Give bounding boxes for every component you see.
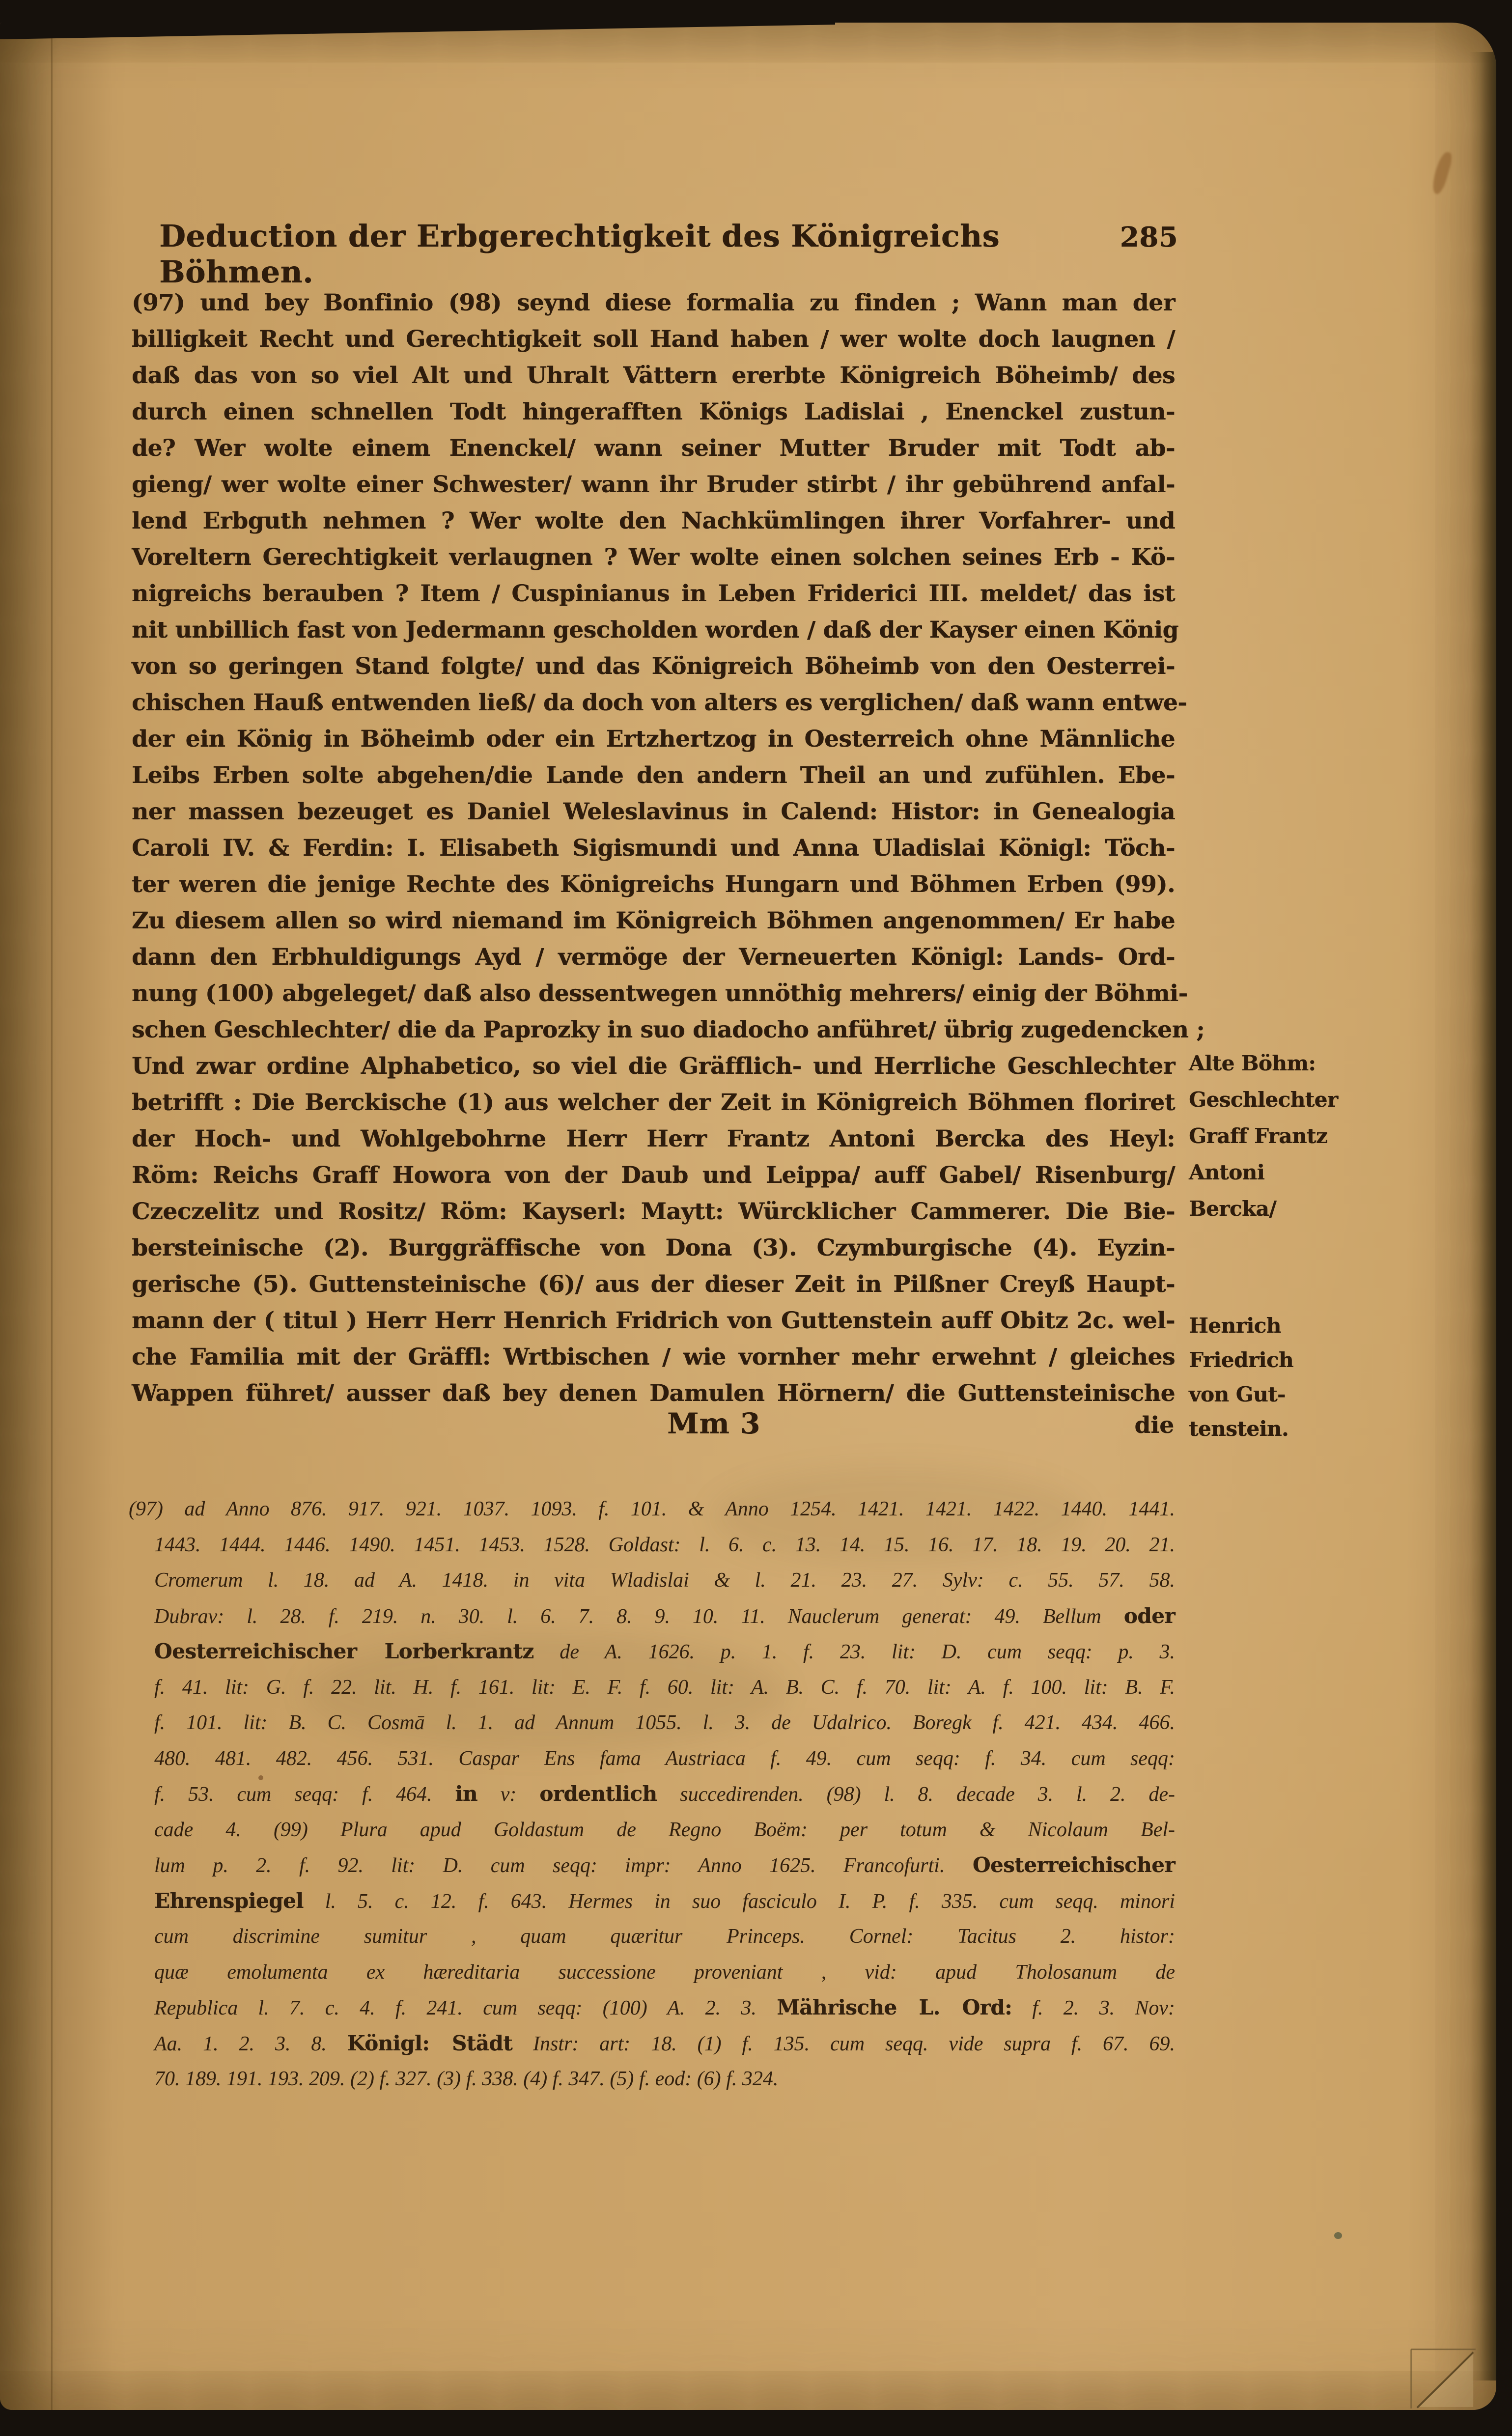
body-text-line: Caroli IV. & Ferdin: I. Elisabeth Sigismundi und Anna Uladislai Königl: Töch-	[132, 835, 1175, 862]
footnote-segment: Aa. 1. 2. 3. 8.	[154, 2032, 347, 2055]
footnote-line	[129, 1812, 1175, 1848]
body-text-line: chischen Hauß entwenden ließ/ da doch von alters es verglichen/ daß wann entwe-	[132, 689, 1187, 716]
body-text-line: der Hoch- und Wohlgebohrne Herr Herr Frantz Antoni Bercka des Heyl:	[132, 1125, 1175, 1152]
margin-notes-group-1	[1189, 1045, 1351, 1227]
footnote-segment: Republica l. 7. c. 4. f. 241. cum seqq: (100) A. 2. 3.	[154, 1997, 777, 2019]
folded-corner	[1399, 2347, 1488, 2410]
margin-note: Friedrich	[1189, 1348, 1293, 1372]
body-text-line: bersteinische (2). Burggräffische von Dona (3). Czymburgische (4). Eyzin-	[132, 1234, 1175, 1261]
paper-stain	[1429, 150, 1454, 196]
body-text-line: nung (100) abgeleget/ daß also dessentwegen unnöthig mehrers/ einig der Böhmi-	[132, 980, 1188, 1007]
footnote-line	[129, 1848, 1175, 1883]
footnote-segment: quæ emolumenta ex hæreditaria successione proveniant , vid: apud Tholosanum de	[154, 1960, 1175, 1984]
footnote-block	[129, 1491, 1175, 2097]
footnote-line	[129, 1598, 1175, 1634]
footnote-line	[129, 2026, 1175, 2062]
book-page	[0, 23, 1496, 2410]
signature-mark: Mm 3	[667, 1407, 761, 1440]
footnote-line	[129, 1990, 1175, 2026]
footnote-segment-fraktur: Oesterreichischer Lorberkrantz	[154, 1639, 534, 1663]
footnote-line	[129, 1955, 1175, 1990]
margin-note: Antoni	[1189, 1160, 1265, 1184]
body-text-line: daß das von so viel Alt und Uhralt Vättern ererbte Königreich Böheimb/ des	[132, 362, 1175, 389]
footnote-segment: succedirenden. (98) l. 8. decade 3. l. 2. de-	[657, 1783, 1175, 1806]
footnote-segment: Instr: art: 18. (1) f. 135. cum seqq. vide supra f. 67. 69.	[512, 2032, 1175, 2055]
body-text-line: lend Erbguth nehmen ? Wer wolte den Nachkümlingen ihrer Vorfahrer- und	[132, 507, 1175, 534]
body-text-line: ner massen bezeuget es Daniel Weleslavinus in Calend: Histor: in Genealogia	[132, 798, 1175, 825]
footnote-line	[129, 1491, 1175, 1527]
margin-note: Graff Frantz	[1189, 1124, 1328, 1148]
page-edge-stack	[1470, 52, 1496, 2380]
body-text-line: Voreltern Gerechtigkeit verlaugnen ? Wer wolte einen solchen seines Erb - Kö-	[132, 544, 1175, 571]
footnote-segment: f. 101. lit: B. C. Cosmā l. 1. ad Annum 1055. l. 3. de Udalrico. Boregk f. 421. 434. 466.	[154, 1711, 1175, 1734]
body-text-line: Röm: Reichs Graff Howora von der Daub und Leippa/ auff Gabel/ Risenburg/	[132, 1162, 1175, 1189]
top-edge-shadow	[0, 23, 835, 39]
body-text-line: ter weren die jenige Rechte des Königreichs Hungarn und Böhmen Erben (99).	[132, 871, 1175, 898]
footnote-line	[129, 1741, 1175, 1777]
footnote-segment-fraktur: ordentlich	[539, 1782, 657, 1806]
footnote-line	[129, 1634, 1175, 1670]
footnote-line	[129, 1563, 1175, 1598]
running-header	[132, 218, 1181, 290]
footnote-line	[129, 1883, 1175, 1919]
footnote-segment: cum discrimine sumitur , quam quæritur Princeps. Cornel: Tacitus 2. histor:	[154, 1925, 1175, 1948]
footnote-segment: lum p. 2. f. 92. lit: D. cum seqq: impr: Anno 1625. Francofurti.	[154, 1854, 973, 1877]
body-text-line: Leibs Erben solte abgehen/die Lande den andern Theil an und zufühlen. Ebe-	[132, 762, 1175, 789]
body-text-line: betrifft : Die Berckische (1) aus welcher der Zeit in Königreich Böhmen floriret	[132, 1089, 1175, 1116]
body-text-line: von so geringen Stand folgte/ und das Königreich Böheimb von den Oesterrei-	[132, 653, 1175, 680]
footnote-segment: 70. 189. 191. 193. 209. (2) f. 327. (3) f. 338. (4) f. 347. (5) f. eod: (6) f. 324.	[154, 2068, 779, 2090]
margin-note: tenstein.	[1189, 1417, 1289, 1441]
footnote-segment: Cromerum l. 18. ad A. 1418. in vita Wladislai & l. 21. 23. 27. Sylv: c. 55. 57. 58.	[154, 1569, 1175, 1592]
footnote-line	[129, 1776, 1175, 1812]
body-text-line: dann den Erbhuldigungs Ayd / vermöge der Verneuerten Königl: Lands- Ord-	[132, 944, 1175, 971]
body-text-line: nit unbillich fast von Jedermann gescholden worden / daß der Kayser einen König	[132, 616, 1178, 644]
footnote-line	[129, 1919, 1175, 1955]
footnote-segment-fraktur: Ehrenspiegel	[154, 1888, 304, 1913]
body-text-line: der ein König in Böheimb oder ein Ertzhertzog in Oesterreich ohne Männliche	[132, 726, 1175, 753]
footnote-segment: v:	[477, 1783, 540, 1806]
body-text-line: durch einen schnellen Todt hingerafften Königs Ladislai , Enenckel zustun-	[132, 398, 1175, 425]
footnote-segment-fraktur: Oesterreichischer	[972, 1853, 1175, 1877]
page-title: Deduction der Erbgerechtigkeit des Königreichs Böhmen.	[159, 218, 1000, 290]
footnote-segment-fraktur: Königl: Städt	[347, 2031, 513, 2055]
margin-note: Henrich	[1189, 1314, 1281, 1338]
footnote-segment: 1443. 1444. 1446. 1490. 1451. 1453. 1528. Goldast: l. 6. c. 13. 14. 15. 16. 17. 18. 19. 20. 21.	[154, 1533, 1175, 1556]
margin-note: Geschlechter	[1189, 1088, 1338, 1112]
body-text-line: schen Geschlechter/ die da Paprozky in suo diadocho anführet/ übrig zugedencken ;	[132, 1016, 1205, 1043]
margin-note: von Gut-	[1189, 1382, 1286, 1406]
body-text-line: billigkeit Recht und Gerechtigkeit soll Hand haben / wer wolte doch laugnen /	[132, 326, 1175, 353]
catchword: die	[1134, 1412, 1174, 1439]
body-text-line: mann der ( titul ) Herr Herr Henrich Fridrich von Guttenstein auff Obitz 2c. wel-	[132, 1307, 1175, 1334]
footnote-line	[129, 1527, 1175, 1563]
main-text-block	[132, 285, 1205, 1412]
footnote-segment: cade 4. (99) Plura apud Goldastum de Regno Boëm: per totum & Nicolaum Bel-	[154, 1818, 1175, 1841]
gutter-shadow	[0, 23, 113, 2410]
footnote-segment: l. 5. c. 12. f. 643. Hermes in suo fasciculo I. P. f. 335. cum seqq. minori	[303, 1890, 1175, 1913]
footnote-segment: f. 53. cum seqq: f. 464.	[154, 1783, 455, 1806]
gutter-fold-line	[51, 23, 54, 2410]
body-text-line: (97) und bey Bonfinio (98) seynd diese formalia zu finden ; Wann man der	[132, 289, 1175, 316]
footnote-segment-fraktur: Mährische L. Ord:	[777, 1995, 1012, 2019]
body-text-line: Czeczelitz und Rositz/ Röm: Kayserl: Maytt: Würcklicher Cammerer. Die Bie-	[132, 1198, 1175, 1225]
body-text-line: gerische (5). Guttensteinische (6)/ aus der dieser Zeit in Pilßner Creyß Haupt-	[132, 1271, 1175, 1298]
footnote-segment: f. 2. 3. Nov:	[1012, 1997, 1175, 2019]
footnote-line	[129, 1705, 1175, 1741]
page-number: 285	[1120, 221, 1178, 253]
margin-notes-group-2	[1189, 1309, 1351, 1446]
footnote-line	[129, 2061, 1175, 2097]
body-text-line: de? Wer wolte einem Enenckel/ wann seiner Mutter Bruder mit Todt ab-	[132, 435, 1175, 462]
paper-fleck	[1334, 2232, 1342, 2239]
body-text-line: gieng/ wer wolte einer Schwester/ wann ihr Bruder stirbt / ihr gebührend anfal-	[132, 471, 1175, 498]
footnote-segment-fraktur: in	[455, 1782, 477, 1806]
margin-note: Bercka/	[1189, 1197, 1277, 1221]
footnote-segment: 480. 481. 482. 456. 531. Caspar Ens fama Austriaca f. 49. cum seqq: f. 34. cum seqq:	[154, 1747, 1175, 1770]
footnote-line	[129, 1670, 1175, 1706]
body-text-line: nigreichs berauben ? Item / Cuspinianus in Leben Friderici III. meldet/ das ist	[132, 580, 1175, 607]
margin-note: Alte Böhm:	[1189, 1051, 1316, 1075]
footnote-segment: de A. 1626. p. 1. f. 23. lit: D. cum seqq: p. 3.	[533, 1641, 1175, 1663]
body-text-line: Wappen führet/ ausser daß bey denen Damulen Hörnern/ die Guttensteinische	[132, 1380, 1175, 1407]
footnote-segment: Dubrav: l. 28. f. 219. n. 30. l. 6. 7. 8. 9. 10. 11. Nauclerum generat: 49. Bellum	[154, 1605, 1124, 1628]
body-text-line: Zu diesem allen so wird niemand im Königreich Böhmen angenommen/ Er habe	[132, 907, 1175, 934]
body-text-line: che Familia mit der Gräffl: Wrtbischen / wie vornher mehr erwehnt / gleiches	[132, 1344, 1175, 1371]
footnote-segment: f. 41. lit: G. f. 22. lit. H. f. 161. lit: E. F. f. 60. lit: A. B. C. f. 70. lit: A. f. 100. lit: B. F.	[154, 1676, 1175, 1699]
body-text-line: Und zwar ordine Alphabetico, so viel die Gräfflich- und Herrliche Geschlechter	[132, 1053, 1175, 1080]
footnote-segment: (97) ad Anno 876. 917. 921. 1037. 1093. f. 101. & Anno 1254. 1421. 1421. 1422. 1440. 1441.	[129, 1498, 1175, 1520]
footnote-segment-fraktur: oder	[1123, 1603, 1175, 1628]
